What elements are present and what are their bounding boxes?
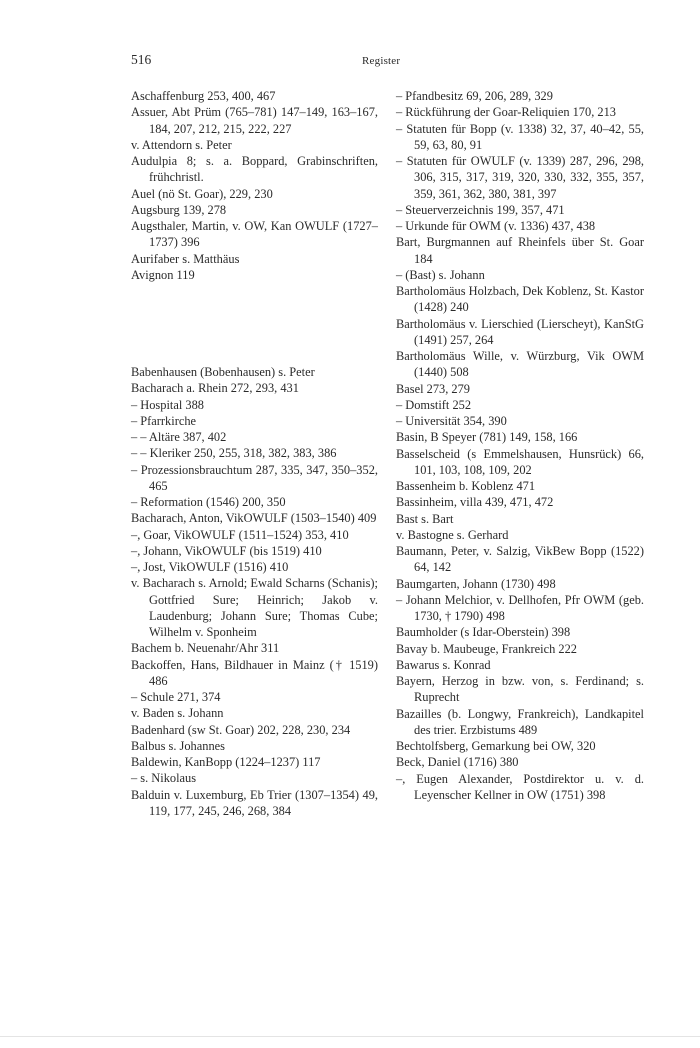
index-entry: Basselscheid (s Emmelshausen, Hunsrück) 66, 101, 103, 108, 109, 202	[396, 446, 644, 477]
index-entry: –, Goar, VikOWULF (1511–1524) 353, 410	[131, 527, 349, 542]
index-entry: – Pfandbesitz 69, 206, 289, 329	[396, 89, 553, 103]
index-entry: Balduin v. Luxemburg, Eb Trier (1307–1354) 49, 119, 177, 245, 246, 268, 384	[131, 787, 378, 818]
index-entry: Beck, Daniel (1716) 380	[396, 755, 519, 770]
index-entry: – Rückführung der Goar-Reliquien 170, 213	[396, 105, 616, 120]
index-entry: Bazailles (b. Longwy, Frankreich), Landkapitel des trier. Erzbistums 489	[396, 706, 644, 737]
index-entry: Bawarus s. Konrad	[396, 657, 491, 672]
index-entry: –, Jost, VikOWULF (1516) 410	[131, 560, 289, 574]
index-column-left	[131, 88, 378, 819]
index-entry: Bartholomäus v. Lierschied (Lierscheyt), KanStG (1491) 257, 264	[396, 316, 644, 347]
index-entry: – Reformation (1546) 200, 350	[131, 495, 286, 509]
index-entry: – Schule 271, 374	[131, 690, 221, 704]
index-entry: v. Baden s. Johann	[131, 706, 224, 721]
page-number: 516	[131, 52, 152, 67]
index-entry: – Steuerverzeichnis 199, 357, 471	[396, 202, 565, 217]
index-entry: Aurifaber s. Matthäus	[131, 251, 240, 266]
index-entry: –, Johann, VikOWULF (bis 1519) 410	[131, 543, 322, 558]
index-entry: Audulpia 8; s. a. Boppard, Grabinschriften, frühchristl.	[131, 154, 378, 185]
index-entry: Badenhard (sw St. Goar) 202, 228, 230, 234	[131, 722, 351, 737]
index-entry: Bacharach, Anton, VikOWULF (1503–1540) 409	[131, 511, 377, 526]
index-entry: –, Eugen Alexander, Postdirektor u. v. d. Leyenscher Kellner in OW (1751) 398	[396, 771, 644, 802]
index-entry: Bassinheim, villa 439, 471, 472	[396, 495, 554, 510]
index-entry: – Pfarrkirche	[131, 413, 197, 428]
index-entry: Bavay b. Maubeuge, Frankreich 222	[396, 641, 577, 656]
index-entry: Bachem b. Neuenahr/Ahr 311	[131, 641, 280, 656]
index-entry: Avignon 119	[131, 267, 195, 282]
index-entry: Bast s. Bart	[396, 511, 454, 526]
index-entry: Auel (nö St. Goar), 229, 230	[131, 186, 273, 201]
index-entry: Assuer, Abt Prüm (765–781) 147–149, 163–167, 184, 207, 212, 215, 222, 227	[131, 105, 378, 136]
index-entry: – Statuten für Bopp (v. 1338) 32, 37, 40–42, 55, 59, 63, 80, 91	[396, 121, 644, 152]
index-entry: Augsburg 139, 278	[131, 202, 227, 217]
index-entry: – Johann Melchior, v. Dellhofen, Pfr OWM (geb. 1730, † 1790) 498	[396, 592, 644, 623]
index-entry: Bart, Burgmannen auf Rheinfels über St. Goar 184	[396, 235, 644, 266]
index-entry: Balbus s. Johannes	[131, 738, 225, 753]
index-entry: – – Altäre 387, 402	[131, 430, 227, 444]
index-entry: Basel 273, 279	[396, 381, 470, 396]
index-entry: Backoffen, Hans, Bildhauer in Mainz († 1519) 486	[131, 657, 378, 688]
index-entry: Baumholder (s Idar-Oberstein) 398	[396, 625, 571, 640]
index-entry: Bartholomäus Holzbach, Dek Koblenz, St. Kastor (1428) 240	[396, 284, 644, 315]
index-entry: Baumann, Peter, v. Salzig, VikBew Bopp (1522) 64, 142	[396, 544, 644, 575]
index-entry: Aschaffenburg 253, 400, 467	[131, 89, 276, 103]
running-head: Register	[362, 55, 401, 67]
index-entry: Baldewin, KanBopp (1224–1237) 117	[131, 755, 321, 769]
index-entry: – Prozessionsbrauchtum 287, 335, 347, 350–352, 465	[131, 462, 378, 493]
index-entry: Baumgarten, Johann (1730) 498	[396, 576, 556, 591]
index-entry: Bechtolfsberg, Gemarkung bei OW, 320	[396, 739, 596, 753]
index-entry: Bayern, Herzog in bzw. von, s. Ferdinand; s. Ruprecht	[396, 674, 644, 705]
index-entry: – Universität 354, 390	[396, 414, 507, 428]
index-entry: v. Bacharach s. Arnold; Ewald Scharns (Schanis); Gottfried Sure; Heinrich; Jakob v. Laudenburg; Johann Sure; Thomas Cube; Wilhelm v. Sponheim	[131, 576, 378, 639]
index-entry: – Hospital 388	[131, 397, 204, 412]
index-entry: v. Bastogne s. Gerhard	[396, 527, 509, 542]
index-entry: Basin, B Speyer (781) 149, 158, 166	[396, 430, 578, 445]
index-entry: – – Kleriker 250, 255, 318, 382, 383, 386	[131, 446, 337, 461]
index-entry: – Urkunde für OWM (v. 1336) 437, 438	[396, 219, 596, 233]
index-entry: Bartholomäus Wille, v. Würzburg, Vik OWM (1440) 508	[396, 349, 644, 380]
index-entry: – (Bast) s. Johann	[396, 267, 485, 282]
index-entry: v. Attendorn s. Peter	[131, 137, 232, 152]
index-column-right	[396, 88, 644, 803]
index-entry: – Domstift 252	[396, 397, 472, 412]
index-entry: Babenhausen (Bobenhausen) s. Peter	[131, 365, 315, 379]
index-entry: – s. Nikolaus	[131, 771, 197, 786]
index-entry: – Statuten für OWULF (v. 1339) 287, 296, 298, 306, 315, 317, 319, 320, 330, 332, 355, 357, 359, 361, 362, 380, 381, 397	[396, 154, 644, 201]
index-entry: Bacharach a. Rhein 272, 293, 431	[131, 381, 299, 396]
index-entry: Bassenheim b. Koblenz 471	[396, 479, 536, 493]
scan-bottom-edge	[0, 1036, 700, 1037]
index-entry: Augsthaler, Martin, v. OW, Kan OWULF (1727–1737) 396	[131, 219, 378, 250]
